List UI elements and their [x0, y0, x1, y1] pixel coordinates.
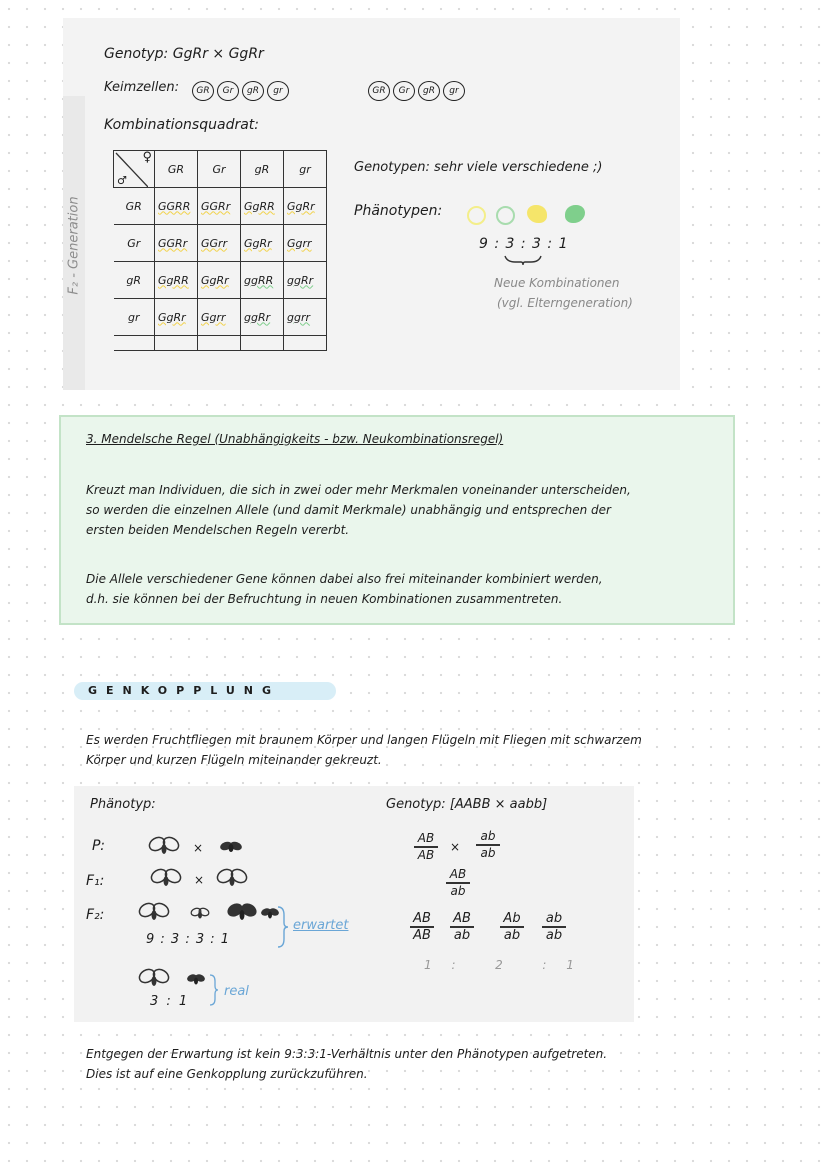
table-row — [114, 188, 327, 225]
genotype-line: Genotyp: GgRr × GgRr — [104, 46, 264, 62]
allele-top: Ab — [503, 911, 521, 926]
allele-bottom: AB — [413, 928, 431, 943]
punnett-cell: ggRR — [241, 262, 284, 299]
conclusion-line-1: Entgegen der Erwartung ist kein 9:3:3:1-Verhältnis unter den Phänotypen aufgetreten. — [86, 1047, 608, 1061]
punnett-cell: GGRR — [155, 188, 198, 225]
female-symbol: ♀ — [142, 150, 152, 165]
generation-f1: F₁: — [86, 873, 105, 889]
allele-top: AB — [413, 911, 431, 926]
table-row — [114, 299, 327, 336]
rule-paragraph-1-line-2: so werden die einzelnen Allele (und damit Merkmale) unabhängig und entsprechen der — [86, 503, 611, 517]
expected-ratio: 9 : 3 : 3 : 1 — [146, 932, 231, 947]
brace-icon — [208, 973, 220, 1007]
round-green-pea-icon — [496, 206, 515, 225]
phenotype-label: Phänotyp: — [90, 797, 156, 812]
real-ratio: 3 : 1 — [150, 994, 190, 1009]
fly-long-wings-icon — [148, 834, 180, 856]
cross-symbol: × — [194, 873, 205, 887]
allele-bottom: ab — [503, 928, 521, 943]
genotype-f2 — [450, 912, 474, 942]
real-label: real — [224, 984, 249, 999]
f2-generation-label: F₂ - Generation — [66, 196, 82, 295]
table-row — [114, 225, 327, 262]
fly-long-wings-icon — [226, 900, 258, 922]
conclusion-line-2: Dies ist auf eine Genkopplung zurückzuführen. — [86, 1067, 368, 1081]
gamete: Gr — [393, 81, 415, 101]
table-row — [114, 336, 327, 351]
generation-p: P: — [92, 838, 105, 854]
rule-paragraph-2-line-1: Die Allele verschiedener Gene können dabei also frei miteinander kombiniert werden, — [86, 572, 603, 586]
brace-icon — [276, 905, 290, 949]
new-combinations: Neue Kombinationen — [494, 276, 620, 290]
allele-top: ab — [480, 829, 496, 843]
generation-f2: F₂: — [86, 907, 105, 923]
punnett-square — [113, 150, 327, 351]
punnett-cell: Ggrr — [284, 225, 327, 262]
rule-title: 3. Mendelsche Regel (Unabhängigkeits - bzw. Neukombinationsregel) — [86, 432, 504, 446]
gamete: gR — [242, 81, 264, 101]
gametes-label: Keimzellen: — [104, 80, 179, 95]
row-header: gr — [114, 299, 155, 336]
wrinkled-yellow-pea-icon — [527, 205, 547, 223]
col-header: Gr — [198, 151, 241, 188]
fly-long-wings-icon — [138, 966, 170, 988]
male-symbol: ♂ — [117, 174, 127, 187]
punnett-cell: GgRr — [198, 262, 241, 299]
intro-line-2: Körper und kurzen Flügeln miteinander gekreuzt. — [86, 753, 382, 767]
punnett-cell: GGrr — [198, 225, 241, 262]
genotype-p-left — [414, 832, 438, 862]
phenotypes-label: Phänotypen: — [354, 203, 443, 219]
gamete: gr — [443, 81, 465, 101]
table-row — [114, 262, 327, 299]
genotype-f2 — [500, 912, 524, 942]
fly-long-wings-icon — [150, 866, 182, 888]
punnett-cell: ggRr — [284, 262, 327, 299]
gametes-left — [192, 78, 292, 101]
punnett-cell: GgRR — [241, 188, 284, 225]
punnett-cell: Ggrr — [198, 299, 241, 336]
gamete: GR — [192, 81, 214, 101]
fly-short-wings-icon — [190, 906, 210, 920]
allele-bottom: ab — [480, 846, 496, 860]
punnett-cell: GgRr — [155, 299, 198, 336]
genotype-f2 — [410, 912, 434, 942]
rule-paragraph-2-line-2: d.h. sie können bei der Befruchtung in neuen Kombinationen zusammentreten. — [86, 592, 563, 606]
fly-short-wings-icon — [186, 972, 206, 986]
square-label: Kombinationsquadrat: — [104, 117, 259, 133]
cross-symbol: × — [193, 841, 204, 855]
brace-icon — [503, 254, 543, 266]
rule-paragraph-1-line-1: Kreuzt man Individuen, die sich in zwei oder mehr Merkmalen voneinander unterscheiden, — [86, 483, 631, 497]
allele-top: AB — [417, 831, 435, 845]
cross-symbol: × — [450, 840, 461, 854]
punnett-cell: ggrr — [284, 299, 327, 336]
genotype-p-right — [476, 830, 500, 860]
phenotype-ratio: 9 : 3 : 3 : 1 — [479, 236, 569, 252]
punnett-corner — [114, 151, 155, 188]
allele-bottom: AB — [417, 848, 435, 862]
allele-bottom: ab — [450, 884, 466, 898]
gamete: gR — [418, 81, 440, 101]
punnett-cell: GGRr — [155, 225, 198, 262]
punnett-cell: GGRr — [198, 188, 241, 225]
genotype-f2 — [542, 912, 566, 942]
punnett-cell: GgRr — [241, 225, 284, 262]
expected-label: erwartet — [293, 918, 349, 933]
col-header: GR — [155, 151, 198, 188]
genkopplung-heading: GENKOPPLUNG — [74, 682, 336, 700]
punnett-cell: GgRR — [155, 262, 198, 299]
new-combinations-ref: (vgl. Elterngeneration) — [497, 296, 633, 310]
genotype-f1 — [446, 868, 470, 898]
genotype-f2-ratio: 1 : 2 : 1 — [424, 958, 574, 972]
allele-top: AB — [453, 911, 471, 926]
round-yellow-pea-icon — [467, 206, 486, 225]
row-header: GR — [114, 188, 155, 225]
col-header: gr — [284, 151, 327, 188]
intro-line-1: Es werden Fruchtfliegen mit braunem Körper und langen Flügeln mit Fliegen mit schwarzem — [86, 733, 642, 747]
row-header: Gr — [114, 225, 155, 262]
fly-short-wings-icon — [218, 838, 244, 854]
gamete: Gr — [217, 81, 239, 101]
fly-long-wings-icon — [138, 900, 170, 922]
row-header: gR — [114, 262, 155, 299]
col-header: gR — [241, 151, 284, 188]
punnett-cell: ggRr — [241, 299, 284, 336]
allele-bottom: ab — [453, 928, 471, 943]
fly-long-wings-icon — [216, 866, 248, 888]
allele-bottom: ab — [545, 928, 563, 943]
genotype-label: Genotyp: [AABB × aabb] — [386, 797, 548, 812]
genotypes-text: Genotypen: sehr viele verschiedene ;) — [354, 160, 603, 175]
punnett-cell: GgRr — [284, 188, 327, 225]
gamete: gr — [267, 81, 289, 101]
gamete: GR — [368, 81, 390, 101]
rule-paragraph-1-line-3: ersten beiden Mendelschen Regeln vererbt. — [86, 523, 350, 537]
allele-top: ab — [545, 911, 563, 926]
gametes-right — [368, 78, 468, 101]
allele-top: AB — [449, 867, 467, 881]
